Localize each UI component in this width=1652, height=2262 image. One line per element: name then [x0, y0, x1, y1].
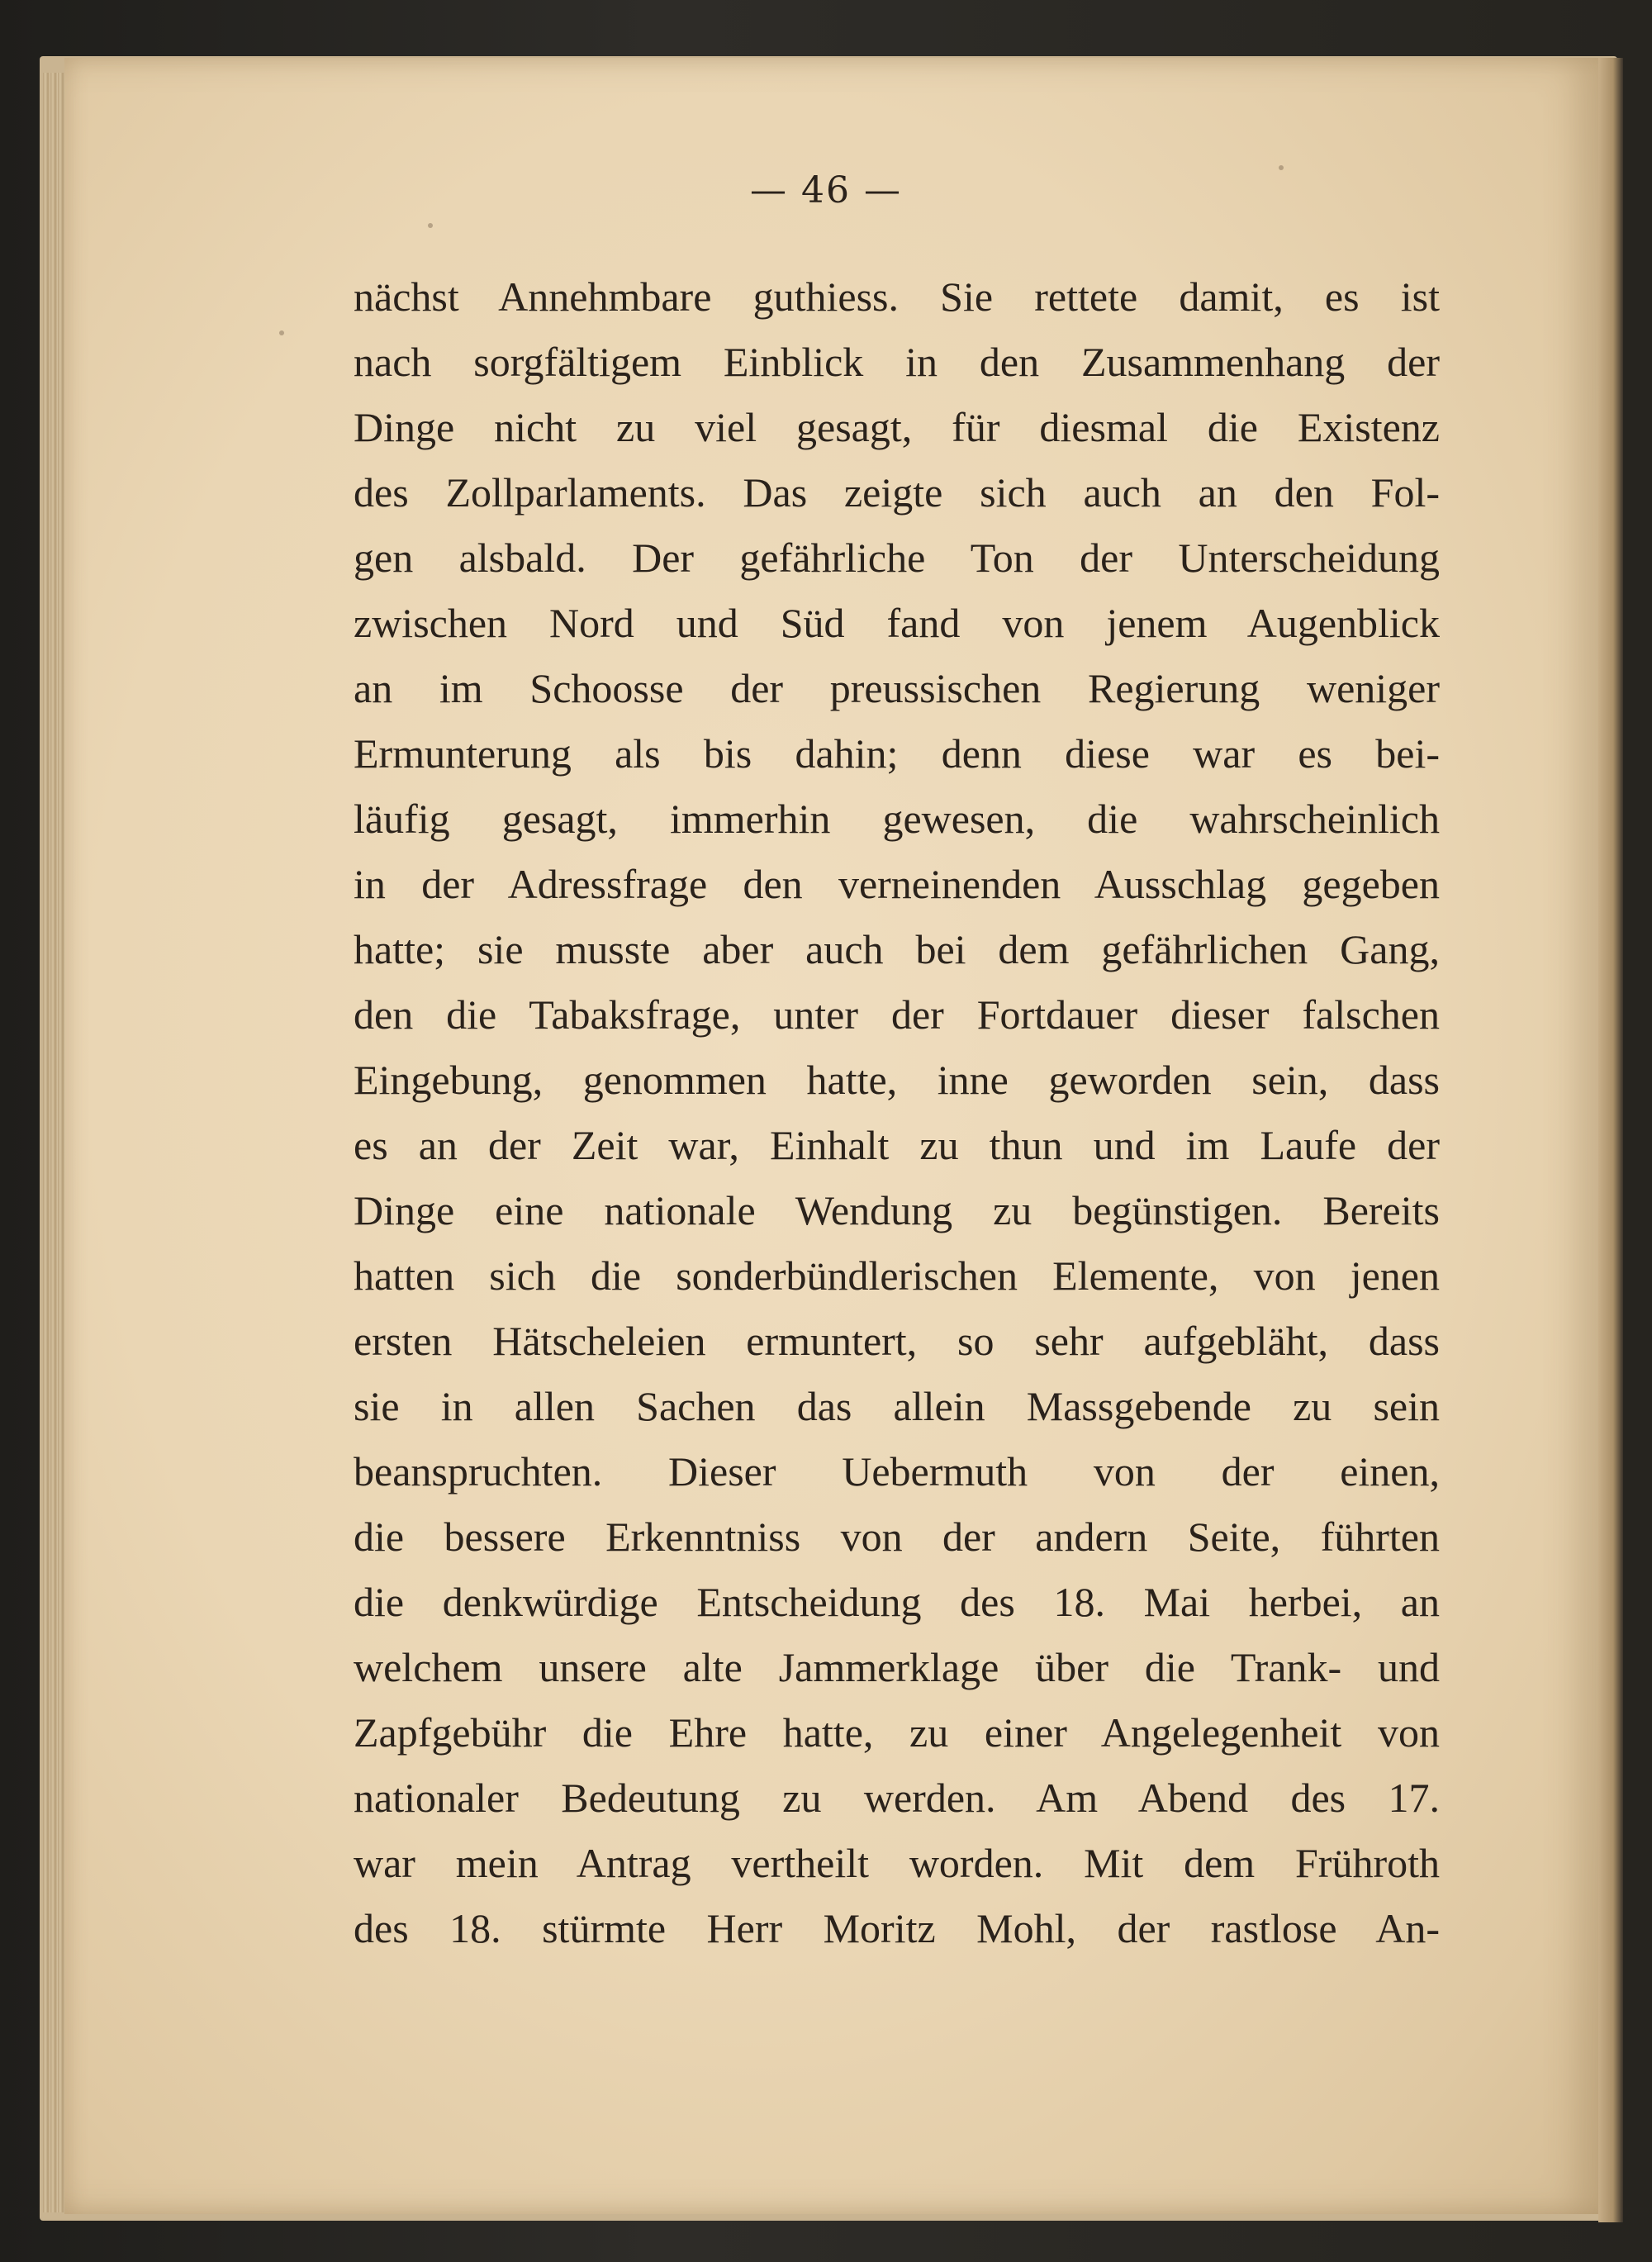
text-line: zwischen Nord und Süd fand von jenem Augenblick	[354, 600, 1440, 646]
text-line: des Zollparlaments. Das zeigte sich auch an den Fol-	[354, 469, 1440, 516]
text-line: die bessere Erkenntniss von der andern Seite, führten	[354, 1514, 1440, 1560]
text-line: es an der Zeit war, Einhalt zu thun und im Laufe der	[354, 1122, 1440, 1168]
text-line: Ermunterung als bis dahin; denn diese war es bei-	[354, 730, 1440, 777]
text-line: Dinge eine nationale Wendung zu begünstigen. Bereits	[354, 1187, 1440, 1233]
text-line: nächst Annehmbare guthiess. Sie rettete damit, es ist	[354, 273, 1440, 320]
paper-speck	[279, 330, 284, 335]
text-line: welchem unsere alte Jammerklage über die Trank- und	[354, 1644, 1440, 1690]
text-line: Eingebung, genommen hatte, inne geworden sein, dass	[354, 1057, 1440, 1103]
text-line: hatten sich die sonderbündlerischen Elemente, von jenen	[354, 1252, 1440, 1299]
text-line: gen alsbald. Der gefährliche Ton der Unterscheidung	[354, 535, 1440, 581]
text-line: läufig gesagt, immerhin gewesen, die wahrscheinlich	[354, 796, 1440, 842]
paper-speck	[428, 223, 433, 228]
text-line: Dinge nicht zu viel gesagt, für diesmal die Existenz	[354, 404, 1440, 450]
text-line: den die Tabaksfrage, unter der Fortdauer dieser falschen	[354, 991, 1440, 1038]
text-line: an im Schoosse der preussischen Regierung weniger	[354, 665, 1440, 711]
text-line: in der Adressfrage den verneinenden Ausschlag gegeben	[354, 861, 1440, 907]
page-number: — 46 —	[750, 169, 902, 211]
text-line: Zapfgebühr die Ehre hatte, zu einer Angelegenheit von	[354, 1709, 1440, 1756]
text-line: nationaler Bedeutung zu werden. Am Abend des 17.	[354, 1775, 1440, 1821]
text-line: ersten Hätscheleien ermuntert, so sehr aufgebläht, dass	[354, 1318, 1440, 1364]
body-text	[354, 264, 1440, 1961]
text-line: hatte; sie musste aber auch bei dem gefährlichen Gang,	[354, 926, 1440, 972]
text-line: sie in allen Sachen das allein Massgebende zu sein	[354, 1383, 1440, 1429]
text-line: des 18. stürmte Herr Moritz Mohl, der rastlose An-	[354, 1905, 1440, 1951]
text-line: die denkwürdige Entscheidung des 18. Mai herbei, an	[354, 1579, 1440, 1625]
text-line: war mein Antrag vertheilt worden. Mit dem Frühroth	[354, 1840, 1440, 1886]
book-gutter	[1598, 58, 1623, 2222]
text-line: nach sorgfältigem Einblick in den Zusammenhang der	[354, 339, 1440, 385]
text-line: beanspruchten. Dieser Uebermuth von der einen,	[354, 1448, 1440, 1495]
